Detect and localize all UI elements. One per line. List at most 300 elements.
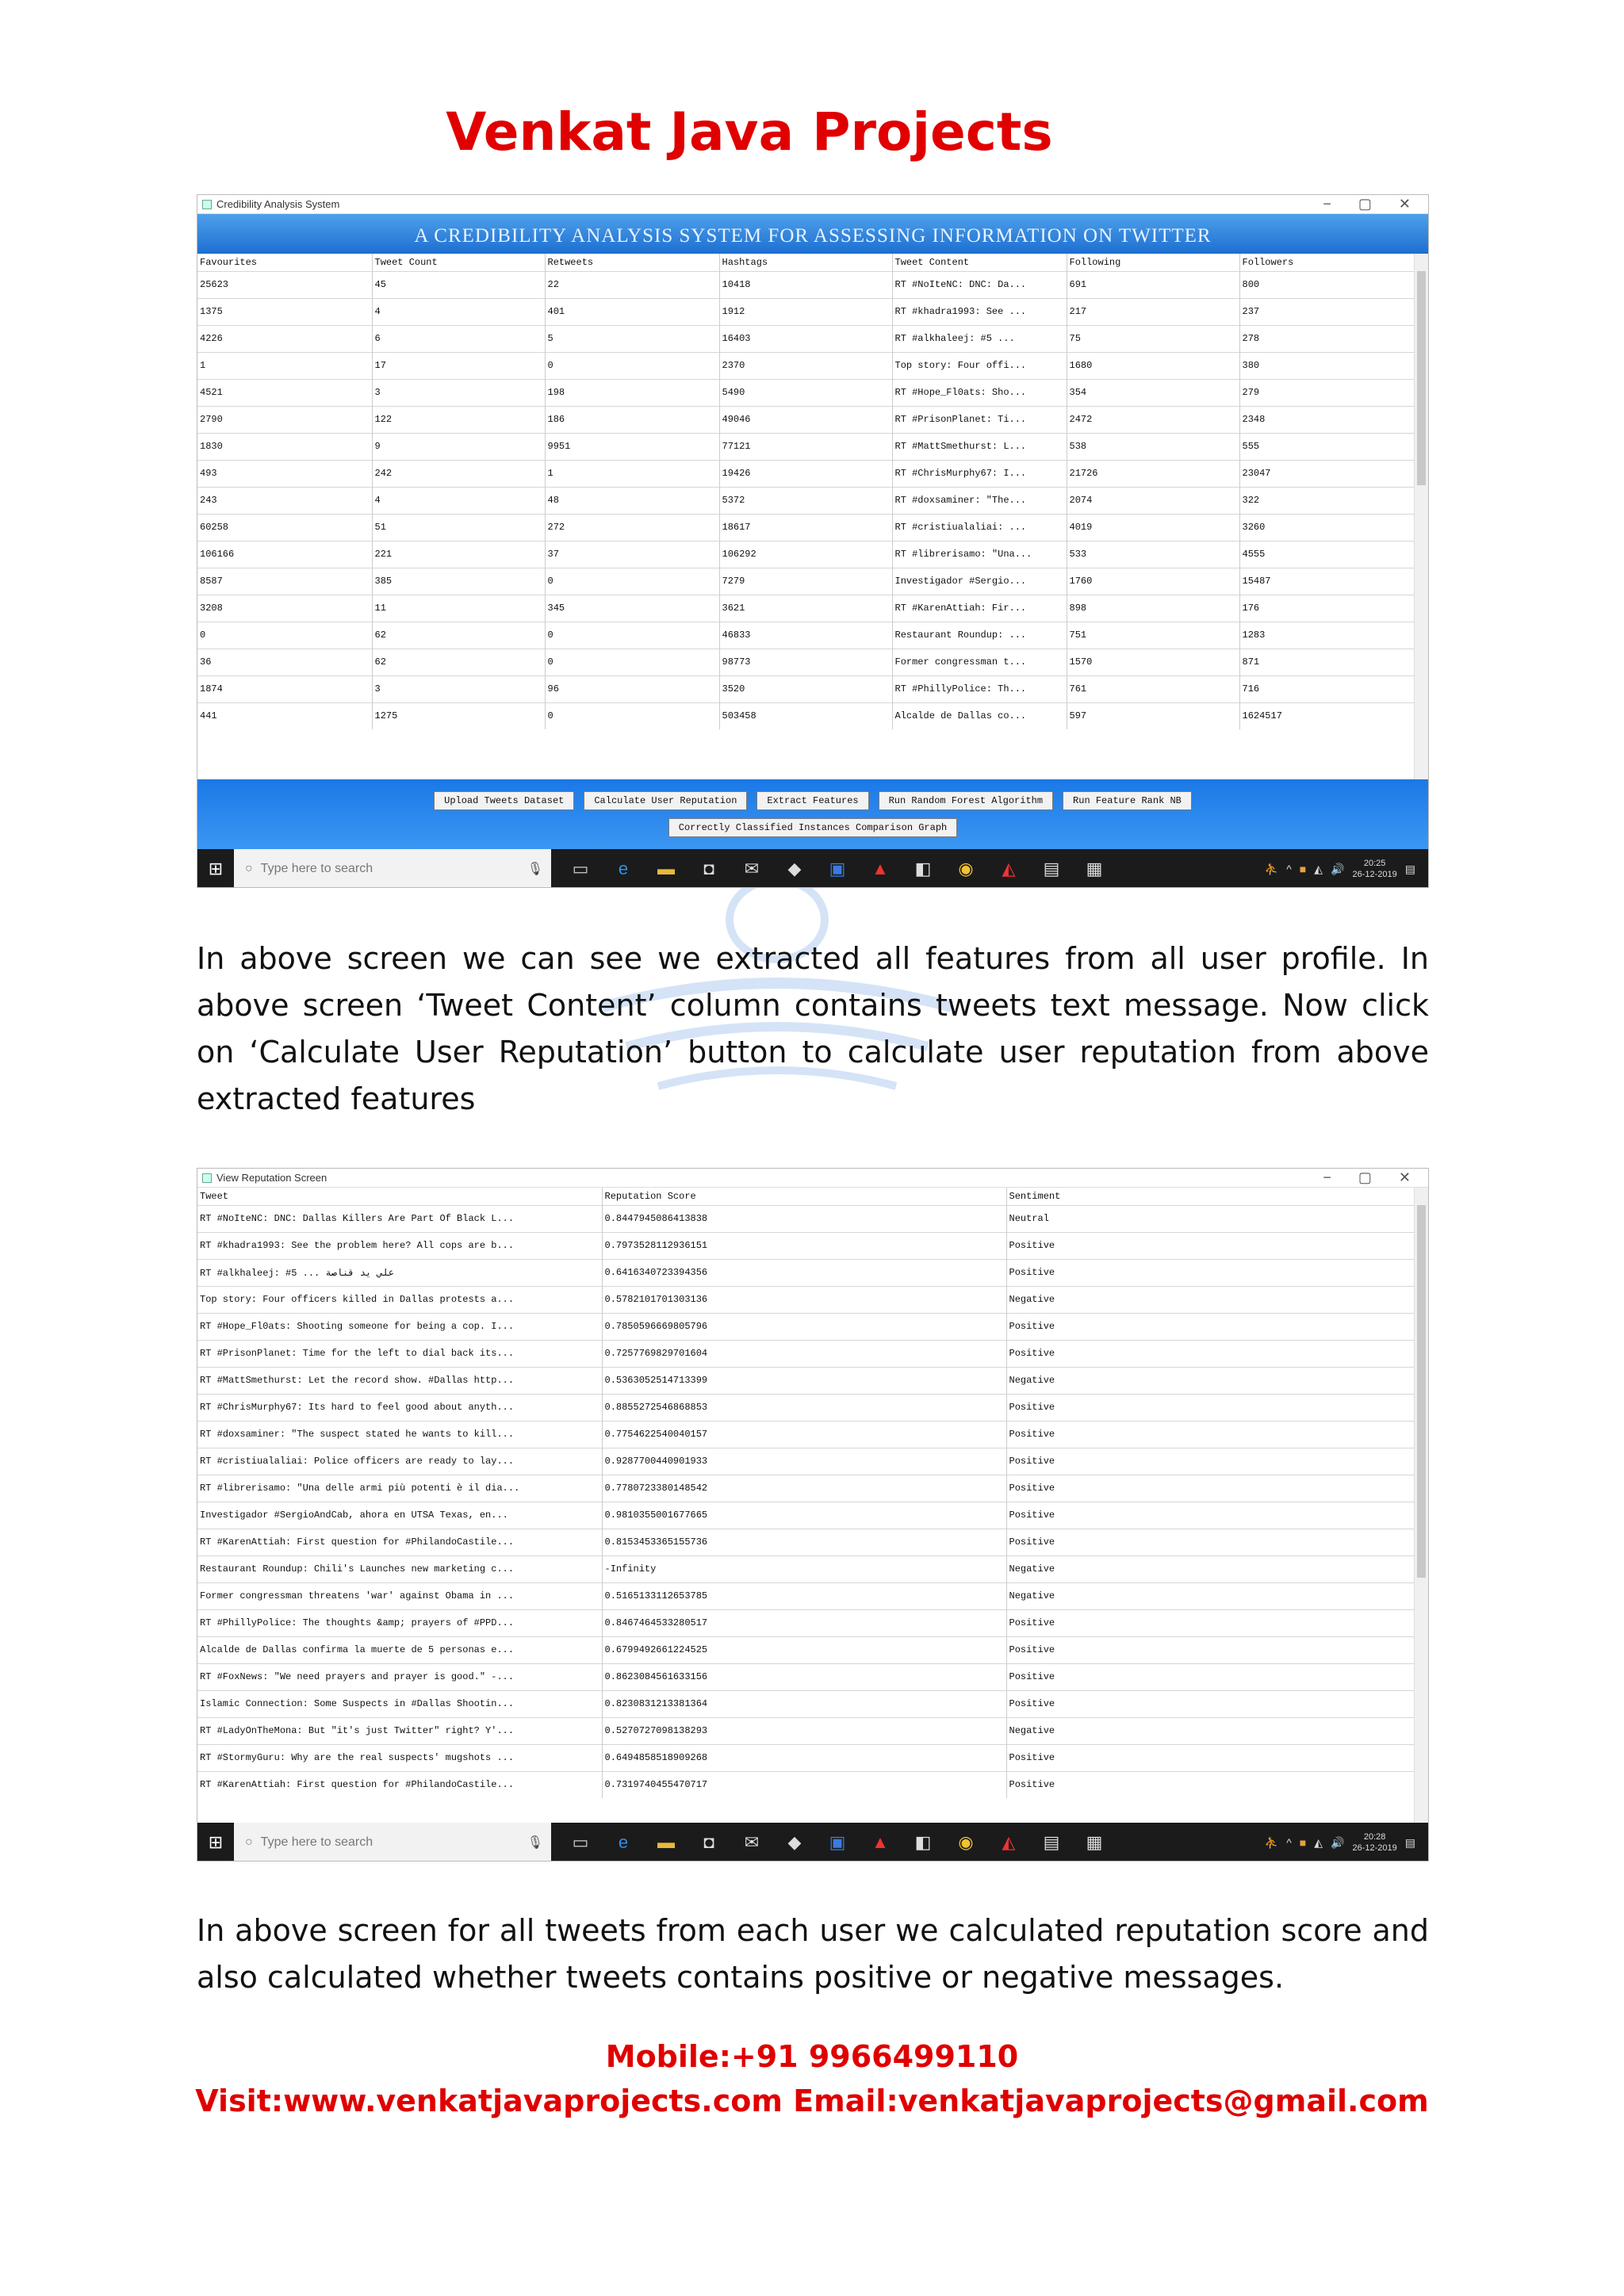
app-banner: A CREDIBILITY ANALYSIS SYSTEM FOR ASSESSING INFORMATION ON TWITTER	[197, 214, 1428, 254]
table-cell: 493	[197, 460, 372, 487]
table-cell: 198	[545, 379, 719, 406]
table-cell: 4	[372, 487, 545, 514]
tray-chevron-icon[interactable]: ^	[1286, 1836, 1292, 1849]
table-cell: 2370	[719, 352, 892, 379]
table-cell: Positive	[1006, 1421, 1428, 1448]
clock-time: 20:25	[1363, 859, 1386, 868]
table-cell: RT #Hope_Fl0ats: Sho...	[892, 379, 1067, 406]
table-cell: 51	[372, 514, 545, 541]
search-placeholder: Type here to search	[260, 1835, 373, 1849]
microphone-icon[interactable]: 🎙	[527, 863, 543, 876]
mail-icon[interactable]: ✉	[744, 859, 760, 878]
system-tray	[1265, 858, 1415, 880]
pdf-reader-icon[interactable]: ▲	[871, 1832, 889, 1852]
table-cell: RT #FoxNews: "We need prayers and prayer is good." -...	[197, 1663, 602, 1690]
table-cell: Positive	[1006, 1690, 1428, 1717]
table-cell: RT #alkhaleej: #5 ...	[892, 325, 1067, 352]
table-cell: 3260	[1239, 514, 1428, 541]
table-row[interactable]	[197, 702, 1428, 729]
table-cell: 2472	[1067, 406, 1239, 433]
table-cell: 3	[372, 675, 545, 702]
table-row[interactable]	[197, 433, 1428, 460]
table-cell: Positive	[1006, 1502, 1428, 1529]
table-cell: 0.5270727098138293	[602, 1717, 1006, 1744]
column-header[interactable]: Retweets	[545, 254, 719, 271]
table-row[interactable]	[197, 1556, 1428, 1582]
table-cell: Positive	[1006, 1259, 1428, 1286]
window-titlebar	[197, 195, 1428, 214]
table-cell: 401	[545, 298, 719, 325]
table-row[interactable]	[197, 1340, 1428, 1367]
table-cell: 0.8447945086413838	[602, 1205, 1006, 1232]
column-header[interactable]: Favourites	[197, 254, 372, 271]
table-row[interactable]	[197, 487, 1428, 514]
mail-icon[interactable]: ✉	[744, 1832, 760, 1852]
table-cell: 354	[1067, 379, 1239, 406]
table-row[interactable]	[197, 649, 1428, 675]
app-icon-11[interactable]: ▤	[1043, 859, 1060, 878]
volume-icon[interactable]: 🔊	[1331, 862, 1345, 875]
window-title: View Reputation Screen	[216, 1172, 327, 1184]
table-cell: 96	[545, 675, 719, 702]
java-app-icon[interactable]: ▦	[1086, 1832, 1103, 1852]
table-cell: RT #librerisamo: "Una delle armi più potenti è il dia...	[197, 1475, 602, 1502]
people-icon[interactable]: ⛹	[1264, 862, 1279, 875]
column-header[interactable]: Tweet Content	[892, 254, 1067, 271]
table-cell: Positive	[1006, 1529, 1428, 1556]
table-cell: 48	[545, 487, 719, 514]
table-cell: Positive	[1006, 1448, 1428, 1475]
table-cell: 106292	[719, 541, 892, 568]
table-row[interactable]	[197, 1259, 1428, 1286]
table-cell: 0.9810355001677665	[602, 1502, 1006, 1529]
table-cell: Negative	[1006, 1367, 1428, 1394]
table-row[interactable]	[197, 1636, 1428, 1663]
table-cell: RT #ChrisMurphy67: Its hard to feel good about anyth...	[197, 1394, 602, 1421]
table-cell: 0	[545, 568, 719, 595]
table-cell: 800	[1239, 271, 1428, 298]
table-cell: 1830	[197, 433, 372, 460]
column-header[interactable]: Reputation Score	[602, 1188, 1006, 1205]
table-row[interactable]	[197, 1771, 1428, 1798]
minimize-button[interactable]: −	[1323, 1169, 1331, 1185]
table-cell: Neutral	[1006, 1205, 1428, 1232]
app-icon-10[interactable]: ◭	[1002, 1832, 1016, 1852]
table-row[interactable]	[197, 1313, 1428, 1340]
table-cell: 17	[372, 352, 545, 379]
scrollbar-thumb[interactable]	[1417, 271, 1426, 485]
table-cell: 1570	[1067, 649, 1239, 675]
table-cell: 1760	[1067, 568, 1239, 595]
table-cell: Former congressman t...	[892, 649, 1067, 675]
table-row[interactable]	[197, 1717, 1428, 1744]
table-cell: 4226	[197, 325, 372, 352]
table-cell: RT #PrisonPlanet: Ti...	[892, 406, 1067, 433]
table-cell: RT #librerisamo: "Una...	[892, 541, 1067, 568]
notifications-icon[interactable]: ▤	[1404, 862, 1415, 875]
file-explorer-icon[interactable]: ▬	[657, 1832, 675, 1852]
table-row[interactable]	[197, 1582, 1428, 1609]
table-cell: 1624517	[1239, 702, 1428, 729]
table-cell: 3208	[197, 595, 372, 622]
table-cell: 0.6799492661224525	[602, 1636, 1006, 1663]
pdf-reader-icon[interactable]: ▲	[871, 859, 889, 878]
people-icon[interactable]: ⛹	[1264, 1835, 1279, 1849]
table-cell: RT #cristiualaliai: ...	[892, 514, 1067, 541]
table-cell: Negative	[1006, 1582, 1428, 1609]
paragraph-2: In above screen for all tweets from each user we calculated reputation score and also calculated whether tweets contains positive or negative messages.	[197, 1913, 1429, 1995]
table-cell: 60258	[197, 514, 372, 541]
table-cell: 0.7754622540040157	[602, 1421, 1006, 1448]
extract-features-button[interactable]: Extract Features	[756, 791, 868, 810]
task-view-icon[interactable]: ▭	[572, 1832, 589, 1852]
table-cell: 1283	[1239, 622, 1428, 649]
column-header[interactable]: Tweet Count	[372, 254, 545, 271]
table-cell: RT #KarenAttiah: First question for #PhilandoCastile...	[197, 1771, 602, 1798]
table-cell: Positive	[1006, 1313, 1428, 1340]
app-icon	[202, 1173, 212, 1183]
table-cell: 751	[1067, 622, 1239, 649]
table-cell: 8587	[197, 568, 372, 595]
table-cell: 441	[197, 702, 372, 729]
run-random-forest-algorithm-button[interactable]: Run Random Forest Algorithm	[879, 791, 1053, 810]
table-cell: 4521	[197, 379, 372, 406]
table-cell: 16403	[719, 325, 892, 352]
button-panel	[197, 779, 1428, 849]
clock-date: 26-12-2019	[1352, 1843, 1397, 1853]
table-cell: Positive	[1006, 1663, 1428, 1690]
table-cell: RT #MattSmethurst: Let the record show. #Dallas http...	[197, 1367, 602, 1394]
chrome-icon[interactable]: ◉	[958, 1832, 974, 1852]
table-row[interactable]	[197, 298, 1428, 325]
volume-icon[interactable]: 🔊	[1331, 1835, 1345, 1849]
table-cell: 322	[1239, 487, 1428, 514]
features-table	[197, 254, 1428, 779]
calculate-user-reputation-button[interactable]: Calculate User Reputation	[584, 791, 747, 810]
table-cell: 0	[545, 352, 719, 379]
table-cell: 0.8153453365155736	[602, 1529, 1006, 1556]
screenshot-credibility-analysis	[197, 194, 1429, 888]
app-icon	[202, 200, 212, 209]
table-cell: 0.5363052514713399	[602, 1367, 1006, 1394]
table-row[interactable]	[197, 1232, 1428, 1259]
table-row[interactable]	[197, 1609, 1428, 1636]
taskbar-search-input[interactable]	[234, 849, 551, 888]
table-cell: 691	[1067, 271, 1239, 298]
table-cell: Positive	[1006, 1744, 1428, 1771]
table-cell: RT #cristiualaliai: Police officers are ready to lay...	[197, 1448, 602, 1475]
maximize-button[interactable]: ▢	[1358, 1169, 1372, 1185]
table-row[interactable]	[197, 1663, 1428, 1690]
table-cell: 0.8230831213381364	[602, 1690, 1006, 1717]
column-header[interactable]: Following	[1067, 254, 1239, 271]
table-cell: 380	[1239, 352, 1428, 379]
window-titlebar	[197, 1169, 1428, 1188]
table-cell: 1680	[1067, 352, 1239, 379]
table-cell: RT #Hope_Fl0ats: Shooting someone for being a cop. I...	[197, 1313, 602, 1340]
table-cell: 186	[545, 406, 719, 433]
table-cell: 9	[372, 433, 545, 460]
table-cell: 0.7780723380148542	[602, 1475, 1006, 1502]
footer-visit-email: Visit:www.venkatjavaprojects.com Email:venkatjavaprojects@gmail.com	[195, 2084, 1429, 2118]
table-cell: 62	[372, 622, 545, 649]
table-cell: 75	[1067, 325, 1239, 352]
store-icon[interactable]: ◘	[703, 859, 714, 878]
app-icon-10[interactable]: ◭	[1002, 859, 1016, 878]
table-cell: 4555	[1239, 541, 1428, 568]
table-row[interactable]	[197, 1529, 1428, 1556]
column-header[interactable]: Hashtags	[719, 254, 892, 271]
app-icon-5[interactable]: ◆	[787, 1832, 802, 1852]
table-cell: Negative	[1006, 1717, 1428, 1744]
footer-mobile: Mobile:+91 9966499110	[605, 2039, 1019, 2074]
table-row[interactable]	[197, 271, 1428, 298]
table-cell: RT #KarenAttiah: Fir...	[892, 595, 1067, 622]
table-cell: 243	[197, 487, 372, 514]
search-placeholder: Type here to search	[260, 862, 373, 875]
table-cell: 503458	[719, 702, 892, 729]
table-cell: RT #PhillyPolice: The thoughts &amp; prayers of #PPD...	[197, 1609, 602, 1636]
table-cell: 46833	[719, 622, 892, 649]
screenshot-view-reputation	[197, 1168, 1429, 1862]
upload-tweets-dataset-button[interactable]: Upload Tweets Dataset	[434, 791, 574, 810]
table-cell: 62	[372, 649, 545, 675]
table-cell: 1375	[197, 298, 372, 325]
table-row[interactable]	[197, 1475, 1428, 1502]
column-header[interactable]: Tweet	[197, 1188, 602, 1205]
table-row[interactable]	[197, 460, 1428, 487]
file-explorer-icon[interactable]: ▬	[657, 859, 675, 878]
table-cell: 345	[545, 595, 719, 622]
table-cell: 0.5782101701303136	[602, 1286, 1006, 1313]
table-cell: 1874	[197, 675, 372, 702]
table-cell: 5372	[719, 487, 892, 514]
table-cell: 538	[1067, 433, 1239, 460]
table-row[interactable]	[197, 568, 1428, 595]
table-cell: 533	[1067, 541, 1239, 568]
table-cell: Positive	[1006, 1475, 1428, 1502]
taskbar-clock[interactable]	[1352, 1831, 1396, 1854]
table-cell: 0.6494858518909268	[602, 1744, 1006, 1771]
microphone-icon[interactable]: 🎙	[527, 1836, 543, 1850]
table-row[interactable]	[197, 406, 1428, 433]
table-cell: 0.8623084561633156	[602, 1663, 1006, 1690]
table-cell: 10418	[719, 271, 892, 298]
table-cell: Investigador #Sergio...	[892, 568, 1067, 595]
clock-time: 20:28	[1363, 1832, 1386, 1842]
table-row[interactable]	[197, 675, 1428, 702]
table-cell: 3	[372, 379, 545, 406]
table-cell: Positive	[1006, 1340, 1428, 1367]
table-row[interactable]	[197, 1421, 1428, 1448]
store-icon[interactable]: ◘	[703, 1832, 714, 1852]
table-cell: -Infinity	[602, 1556, 1006, 1582]
table-cell: Alcalde de Dallas confirma la muerte de 5 personas e...	[197, 1636, 602, 1663]
network-icon[interactable]: ◭	[1314, 1835, 1323, 1849]
table-cell: 21726	[1067, 460, 1239, 487]
battery-icon: ■	[1299, 863, 1307, 875]
windows-taskbar	[197, 1823, 1428, 1862]
taskbar-clock[interactable]	[1352, 858, 1396, 880]
vertical-scrollbar[interactable]	[1414, 1188, 1428, 1823]
table-cell: RT #khadra1993: See the problem here? All cops are b...	[197, 1232, 602, 1259]
table-cell: RT #doxsaminer: "The suspect stated he wants to kill...	[197, 1421, 602, 1448]
table-row[interactable]	[197, 514, 1428, 541]
table-row[interactable]	[197, 352, 1428, 379]
search-icon: ○	[245, 862, 253, 875]
windows-start-icon[interactable]: ⊞	[208, 1832, 224, 1852]
table-cell: 6	[372, 325, 545, 352]
table-header	[197, 254, 1428, 271]
minimize-button[interactable]: −	[1323, 196, 1331, 212]
table-cell: 19426	[719, 460, 892, 487]
table-row[interactable]	[197, 622, 1428, 649]
app-icon-6[interactable]: ▣	[829, 859, 846, 878]
vertical-scrollbar[interactable]	[1414, 254, 1428, 779]
app-icon-5[interactable]: ◆	[787, 859, 802, 878]
table-cell: Top story: Four officers killed in Dallas protests a...	[197, 1286, 602, 1313]
table-row[interactable]	[197, 1744, 1428, 1771]
table-cell: 385	[372, 568, 545, 595]
table-row[interactable]	[197, 541, 1428, 568]
table-cell: 9951	[545, 433, 719, 460]
table-cell: 122	[372, 406, 545, 433]
table-row[interactable]	[197, 379, 1428, 406]
table-cell: RT #NoIteNC: DNC: Dallas Killers Are Part Of Black L...	[197, 1205, 602, 1232]
table-cell: RT #StormyGuru: Why are the real suspects' mugshots ...	[197, 1744, 602, 1771]
table-cell: 23047	[1239, 460, 1428, 487]
table-cell: 0	[545, 649, 719, 675]
java-app-icon[interactable]: ▦	[1086, 859, 1103, 878]
taskbar-search-input[interactable]	[234, 1823, 551, 1862]
table-cell: Investigador #SergioAndCab, ahora en UTSA Texas, en...	[197, 1502, 602, 1529]
table-cell: 2348	[1239, 406, 1428, 433]
maximize-button[interactable]: ▢	[1358, 196, 1372, 212]
table-cell: 597	[1067, 702, 1239, 729]
table-cell: 36	[197, 649, 372, 675]
table-cell: Positive	[1006, 1232, 1428, 1259]
table-cell: 716	[1239, 675, 1428, 702]
table-row[interactable]	[197, 595, 1428, 622]
table-row[interactable]	[197, 1367, 1428, 1394]
table-cell: Positive	[1006, 1609, 1428, 1636]
table-cell: 0.8467464533280517	[602, 1609, 1006, 1636]
search-icon: ○	[245, 1835, 253, 1849]
table-cell: 37	[545, 541, 719, 568]
notifications-icon[interactable]: ▤	[1404, 1835, 1415, 1849]
table-cell: 18617	[719, 514, 892, 541]
task-view-icon[interactable]: ▭	[572, 859, 589, 878]
table-cell: 25623	[197, 271, 372, 298]
table-row[interactable]	[197, 1448, 1428, 1475]
table-cell: 0.7850596669805796	[602, 1313, 1006, 1340]
table-cell: 98773	[719, 649, 892, 675]
scrollbar-thumb[interactable]	[1417, 1205, 1426, 1578]
table-cell: Restaurant Roundup: ...	[892, 622, 1067, 649]
table-row[interactable]	[197, 1502, 1428, 1529]
table-cell: 7279	[719, 568, 892, 595]
tray-chevron-icon[interactable]: ^	[1286, 863, 1292, 875]
table-cell: Top story: Four offi...	[892, 352, 1067, 379]
chrome-icon[interactable]: ◉	[958, 859, 974, 878]
edge-browser-icon[interactable]: e	[618, 1832, 629, 1852]
table-cell: RT #MattSmethurst: L...	[892, 433, 1067, 460]
paragraph-1: In above screen we can see we extracted all features from all user profile. In above screen ‘Tweet Content’ column contains tweets text message. Now click on ‘Calculate User Reputation’ button to calculate user reputation from above extracted features	[197, 941, 1429, 1116]
windows-start-icon[interactable]: ⊞	[208, 859, 224, 878]
correctly-classified-instances-comparison-graph-button[interactable]: Correctly Classified Instances Comparison Graph	[668, 818, 957, 837]
table-cell: RT #NoIteNC: DNC: Da...	[892, 271, 1067, 298]
table-row[interactable]	[197, 1286, 1428, 1313]
table-cell: Islamic Connection: Some Suspects in #Dallas Shootin...	[197, 1690, 602, 1717]
table-cell: 0.5165133112653785	[602, 1582, 1006, 1609]
table-cell: 1912	[719, 298, 892, 325]
table-cell: 22	[545, 271, 719, 298]
table-row[interactable]	[197, 1394, 1428, 1421]
table-row[interactable]	[197, 325, 1428, 352]
table-cell: 0	[545, 702, 719, 729]
table-cell: 898	[1067, 595, 1239, 622]
reputation-table	[197, 1188, 1428, 1823]
run-feature-rank-nb-button[interactable]: Run Feature Rank NB	[1063, 791, 1192, 810]
table-cell: Negative	[1006, 1286, 1428, 1313]
table-cell: 45	[372, 271, 545, 298]
table-cell: 2074	[1067, 487, 1239, 514]
close-button[interactable]: ✕	[1398, 196, 1411, 212]
table-cell: 1	[197, 352, 372, 379]
table-cell: 0.8855272546868853	[602, 1394, 1006, 1421]
table-cell: RT #PhillyPolice: Th...	[892, 675, 1067, 702]
column-header[interactable]: Followers	[1239, 254, 1428, 271]
table-cell: 5490	[719, 379, 892, 406]
clock-date: 26-12-2019	[1352, 870, 1397, 879]
column-header[interactable]: Sentiment	[1006, 1188, 1428, 1205]
table-cell: RT #doxsaminer: "The...	[892, 487, 1067, 514]
table-cell: 279	[1239, 379, 1428, 406]
table-cell: 221	[372, 541, 545, 568]
table-cell: 2790	[197, 406, 372, 433]
table-cell: 761	[1067, 675, 1239, 702]
table-cell: 0.9287700440901933	[602, 1448, 1006, 1475]
table-cell: 278	[1239, 325, 1428, 352]
edge-browser-icon[interactable]: e	[618, 859, 629, 878]
table-cell: 106166	[197, 541, 372, 568]
table-cell: 176	[1239, 595, 1428, 622]
table-cell: 4019	[1067, 514, 1239, 541]
battery-icon: ■	[1299, 1836, 1307, 1849]
table-cell: Alcalde de Dallas co...	[892, 702, 1067, 729]
table-cell: 4	[372, 298, 545, 325]
table-cell: Positive	[1006, 1771, 1428, 1798]
app-icon-11[interactable]: ▤	[1043, 1832, 1060, 1852]
table-row[interactable]	[197, 1205, 1428, 1232]
app-icon-8[interactable]: ◧	[914, 859, 932, 878]
app-icon-8[interactable]: ◧	[914, 1832, 932, 1852]
table-cell: Restaurant Roundup: Chili's Launches new marketing c...	[197, 1556, 602, 1582]
table-cell: RT #ChrisMurphy67: I...	[892, 460, 1067, 487]
table-cell: 242	[372, 460, 545, 487]
table-cell: 11	[372, 595, 545, 622]
table-cell: 0	[545, 622, 719, 649]
table-cell: Positive	[1006, 1636, 1428, 1663]
table-cell: 3520	[719, 675, 892, 702]
table-cell: Former congressman threatens 'war' against Obama in ...	[197, 1582, 602, 1609]
close-button[interactable]: ✕	[1398, 1169, 1411, 1185]
app-icon-6[interactable]: ▣	[829, 1832, 846, 1852]
table-cell: 0.7319740455470717	[602, 1771, 1006, 1798]
network-icon[interactable]: ◭	[1314, 862, 1323, 875]
table-row[interactable]	[197, 1690, 1428, 1717]
table-cell: RT #khadra1993: See ...	[892, 298, 1067, 325]
